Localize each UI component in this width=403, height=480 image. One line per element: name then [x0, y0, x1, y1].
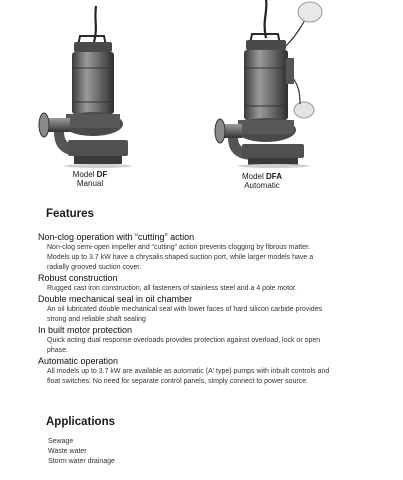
list-item: Sewage: [48, 438, 74, 445]
feature-heading: Non-clog operation with “cutting” action: [38, 232, 195, 242]
list-item: Waste water: [48, 448, 87, 455]
model-type: Manual: [76, 179, 104, 188]
model-code: DF: [96, 170, 108, 179]
feature-text-line: Non-clog semi-open impeller and “cutting” action prevents clogging by fibrous matter.: [47, 244, 311, 251]
feature-text-line: strong and reliable shaft sealing: [47, 316, 146, 323]
pump-df-image: [34, 6, 142, 168]
feature-heading: Robust construction: [38, 273, 118, 283]
features-heading: Features: [46, 208, 94, 220]
applications-heading: Applications: [46, 416, 116, 428]
list-item: Storm water drainage: [48, 458, 115, 465]
feature-item: [38, 232, 393, 273]
feature-item: [38, 273, 393, 294]
feature-text-line: Quick acting dual response overloads provides protection against overload, lock or open: [47, 337, 321, 344]
feature-text-line: float switches. No need for separate control panels, simply connect to power source.: [47, 378, 309, 385]
feature-text-line: Rugged cast iron construction, all fasteners of stainless steel and a 4 pole motor.: [47, 285, 297, 292]
feature-item: [38, 356, 393, 387]
caption-model-dfa: [217, 172, 307, 190]
feature-heading: Automatic operation: [38, 356, 119, 366]
feature-text-line: Models up to 3.7 kW have a chrysalis shaped suction port, while larger models have a: [47, 254, 314, 261]
applications-list: [48, 437, 115, 467]
model-label: Model DFA: [241, 172, 282, 181]
feature-heading: In built motor protection: [38, 325, 133, 335]
caption-model-df: [45, 170, 135, 188]
feature-text-line: An oil lubricated double mechanical seal with lower faces of hard silicon carbide provides: [47, 306, 323, 313]
features-list: [38, 232, 393, 387]
feature-item: [38, 294, 393, 325]
pump-dfa-image: [208, 0, 328, 168]
model-label: Model DF: [72, 170, 108, 179]
feature-text-line: All models up to 3.7 kW are available as automatic (A' type) pumps with inbuilt controls and: [47, 368, 330, 375]
model-type: Automatic: [244, 181, 280, 190]
feature-heading: Double mechanical seal in oil chamber: [38, 294, 193, 304]
feature-item: [38, 325, 393, 356]
feature-text-line: phase.: [47, 347, 69, 354]
feature-text-line: radially grooved suction cover.: [47, 264, 142, 271]
model-code: DFA: [266, 172, 282, 181]
